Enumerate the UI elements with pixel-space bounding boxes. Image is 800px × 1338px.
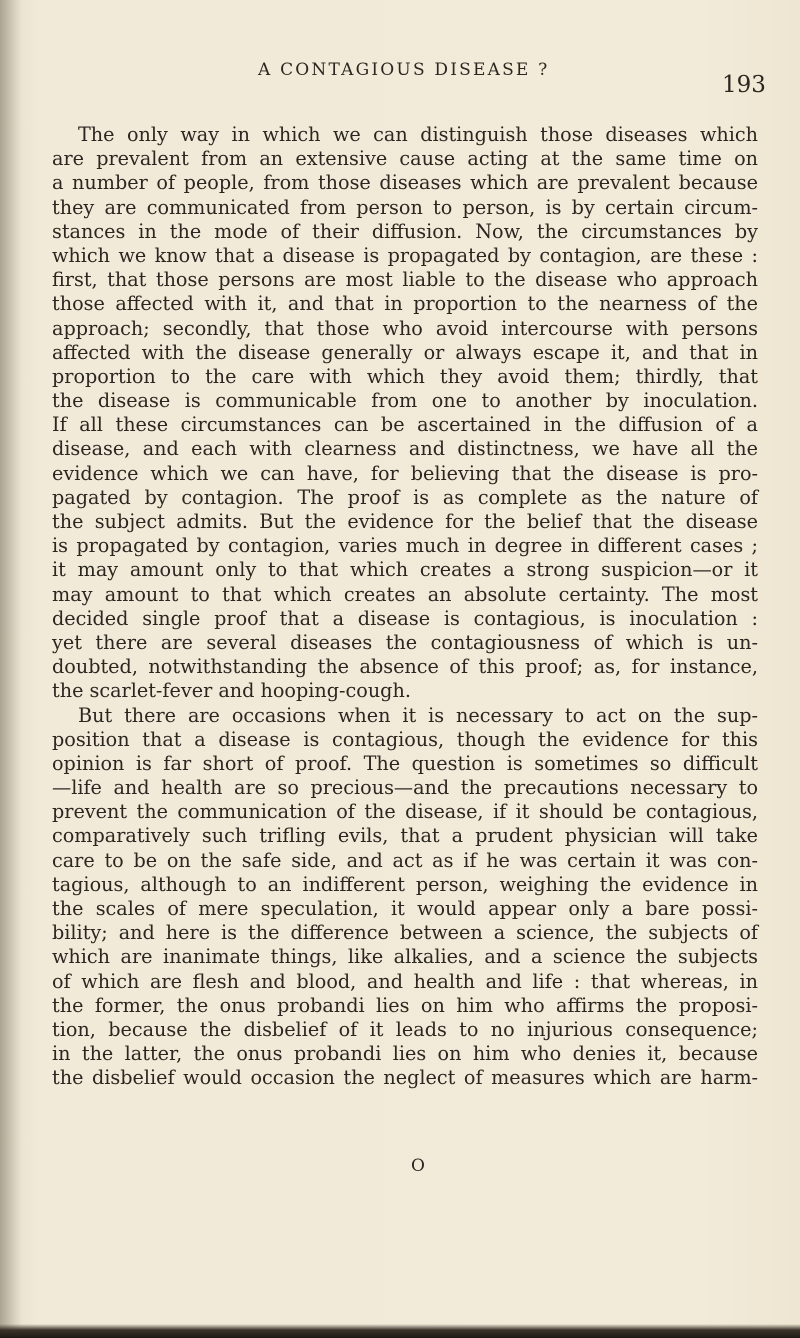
text-line: proportion to the care with which they avoid them; thirdly, that xyxy=(52,364,758,388)
text-line: is propagated by contagion, varies much in degree in different cases ; xyxy=(52,534,758,558)
text-line: it may amount only to that which creates a strong suspicion—or it xyxy=(52,558,758,582)
text-line: comparatively such trifling evils, that a prudent physician will take xyxy=(52,824,758,848)
signature-mark: O xyxy=(411,1156,425,1176)
running-head: A CONTAGIOUS DISEASE ? xyxy=(258,60,550,80)
text-line: those affected with it, and that in proportion to the nearness of the xyxy=(52,292,758,316)
text-line: doubted, notwithstanding the absence of this proof; as, for instance, xyxy=(52,655,758,679)
text-line: But there are occasions when it is necessary to act on the sup- xyxy=(78,703,758,727)
page-bottom-edge xyxy=(0,1324,800,1338)
text-line: affected with the disease generally or always escape it, and that in xyxy=(52,340,758,364)
text-line: in the latter, the onus probandi lies on him who denies it, because xyxy=(52,1042,758,1066)
text-line: decided single proof that a disease is contagious, is inoculation : xyxy=(52,606,758,630)
text-line: the subject admits. But the evidence for the belief that the disease xyxy=(52,510,758,533)
text-line: disease, and each with clearness and distinctness, we have all the xyxy=(52,437,758,461)
body-text xyxy=(52,123,758,1091)
text-line: —life and health are so precious—and the precautions necessary to xyxy=(52,776,758,800)
text-line: The only way in which we can distinguish those diseases which xyxy=(78,123,758,146)
text-line: the former, the onus probandi lies on him who affirms the proposi- xyxy=(52,993,758,1017)
text-line: first, that those persons are most liable to the disease who approach xyxy=(52,268,758,292)
text-line: tion, because the disbelief of it leads to no injurious consequence; xyxy=(52,1017,758,1041)
text-line: tagious, although to an indifferent person, weighing the evidence in xyxy=(52,872,758,896)
text-line: evidence which we can have, for believing that the disease is pro- xyxy=(52,461,758,485)
text-line: opinion is far short of proof. The question is sometimes so difficult xyxy=(52,751,758,775)
text-line: If all these circumstances can be ascertained in the diffusion of a xyxy=(52,413,758,437)
text-line: they are communicated from person to person, is by certain circum- xyxy=(52,195,758,219)
text-line: the scarlet-fever and hooping-cough. xyxy=(52,679,411,703)
text-line: approach; secondly, that those who avoid intercourse with persons xyxy=(52,316,758,340)
text-line: are prevalent from an extensive cause acting at the same time on xyxy=(52,147,758,171)
text-line: of which are flesh and blood, and health and life : that whereas, in xyxy=(52,969,758,993)
text-line: may amount to that which creates an absolute certainty. The most xyxy=(52,582,758,606)
text-line: prevent the communication of the disease, if it should be contagious, xyxy=(52,800,758,824)
text-line: the scales of mere speculation, it would appear only a bare possi- xyxy=(52,897,758,920)
text-line: care to be on the safe side, and act as if he was certain it was con- xyxy=(52,848,758,872)
text-line: the disbelief would occasion the neglect of measures which are harm- xyxy=(52,1066,758,1090)
page-number: 193 xyxy=(722,72,766,98)
text-line: yet there are several diseases the contagiousness of which is un- xyxy=(52,630,758,654)
text-line: stances in the mode of their diffusion. Now, the circumstances by xyxy=(52,219,758,243)
spine-shadow xyxy=(0,0,22,1338)
text-line: pagated by contagion. The proof is as complete as the nature of xyxy=(52,485,758,509)
text-line: position that a disease is contagious, though the evidence for this xyxy=(52,727,758,751)
text-line: which we know that a disease is propagated by contagion, are these : xyxy=(52,243,758,267)
text-line: the disease is communicable from one to another by inoculation. xyxy=(52,389,758,413)
text-line: a number of people, from those diseases which are prevalent because xyxy=(52,171,758,195)
text-line: bility; and here is the difference between a science, the subjects of xyxy=(52,921,758,945)
text-line: which are inanimate things, like alkalies, and a science the subjects xyxy=(52,945,758,969)
